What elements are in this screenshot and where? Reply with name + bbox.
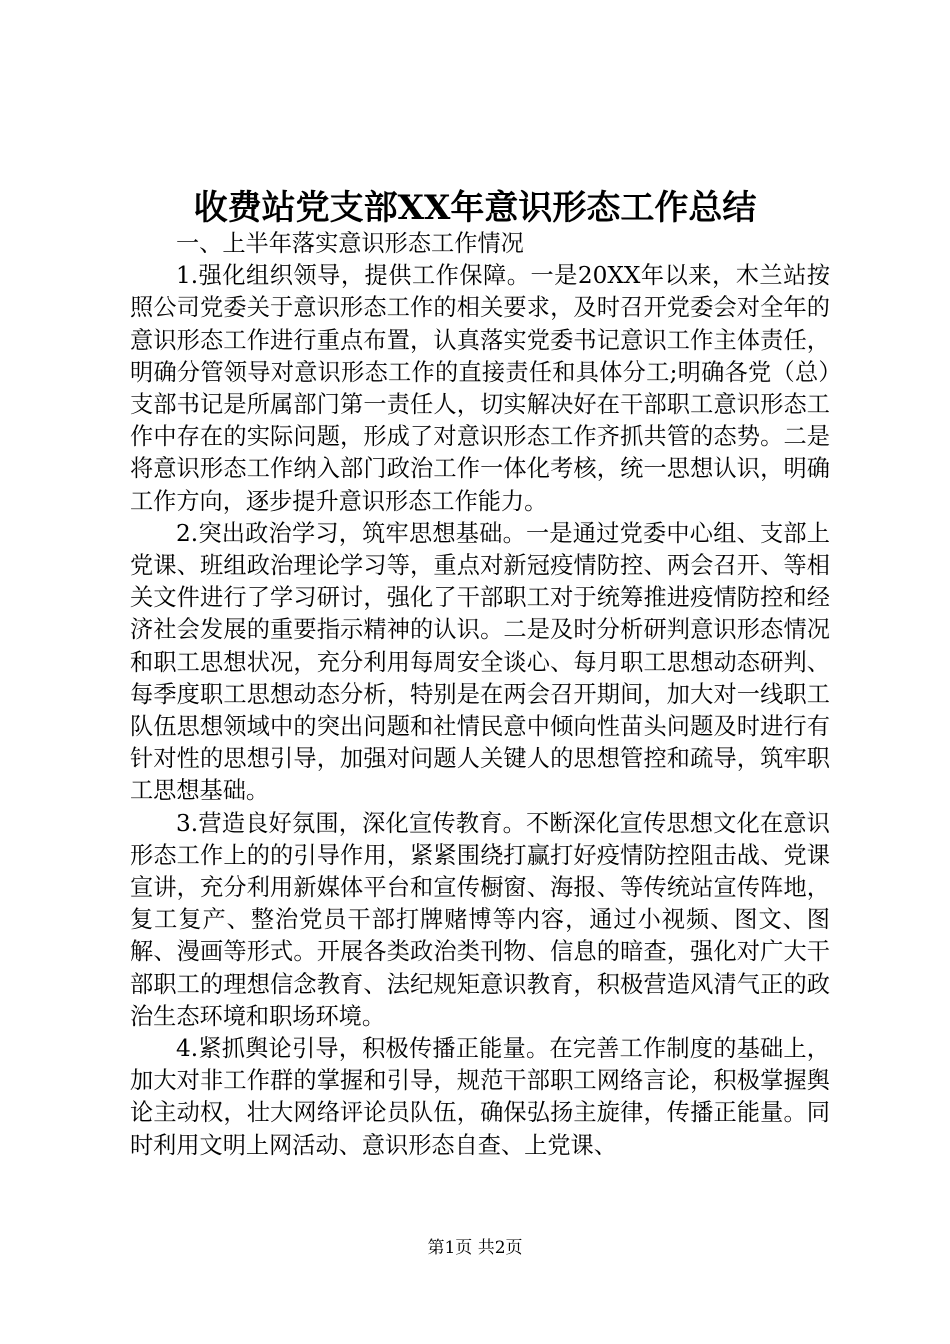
paragraph-3: 3.营造良好氛围，深化宣传教育。不断深化宣传思想文化在意识形态工作上的的引导作用，紧紧围绕打赢打好疫情防控阻击战、党课宣讲，充分利用新媒体平台和宣传橱窗、海报、等传统站宣传阵地，复工复产、整治党员干部打牌赌博等内容，通过小视频、图文、图解、漫画等形式。开展各类政治类刊物、信息的暗查，强化对广大干部职工的理想信念教育、法纪规矩意识教育，积极营造风清气正的政治生态环境和职场环境。 — [130, 809, 830, 1030]
page-number-footer: 第1页 共2页 — [427, 1238, 523, 1258]
paragraph-2: 2.突出政治学习，筑牢思想基础。一是通过党委中心组、支部上党课、班组政治理论学习等，重点对新冠疫情防控、两会召开、等相关文件进行了学习研讨，强化了干部职工对于统筹推进疫情防控和经济社会发展的重要指示精神的认识。二是及时分析研判意识形态情况和职工思想状况，充分利用每周安全谈心、每月职工思想动态研判、每季度职工思想动态分析，特别是在两会召开期间，加大对一线职工队伍思想领域中的突出问题和社情民意中倾向性苗头问题及时进行有针对性的思想引导，加强对问题人关键人的思想管控和疏导，筑牢职工思想基础。 — [130, 519, 830, 805]
document-body — [130, 228, 830, 1162]
document-title: 收费站党支部XX年意识形态工作总结 — [193, 188, 757, 228]
paragraph-1: 1.强化组织领导，提供工作保障。一是20XX年以来，木兰站按照公司党委关于意识形态工作的相关要求，及时召开党委会对全年的意识形态工作进行重点布置，认真落实党委书记意识工作主体责任，明确分管领导对意识形态工作的直接责任和具体分工;明确各党（总）支部书记是所属部门第一责任人，切实解决好在干部职工意识形态工作中存在的实际问题，形成了对意识形态工作齐抓共管的态势。二是将意识形态工作纳入部门政治工作一体化考核，统一思想认识，明确工作方向，逐步提升意识形态工作能力。 — [130, 262, 830, 515]
paragraph-4: 4.紧抓舆论引导，积极传播正能量。在完善工作制度的基础上，加大对非工作群的掌握和引导，规范干部职工网络言论，积极掌握舆论主动权，壮大网络评论员队伍，确保弘扬主旋律，传播正能量。同时利用文明上网活动、意识形态自查、上党课、 — [130, 1035, 830, 1159]
section-heading: 一、上半年落实意识形态工作情况 — [176, 230, 524, 257]
